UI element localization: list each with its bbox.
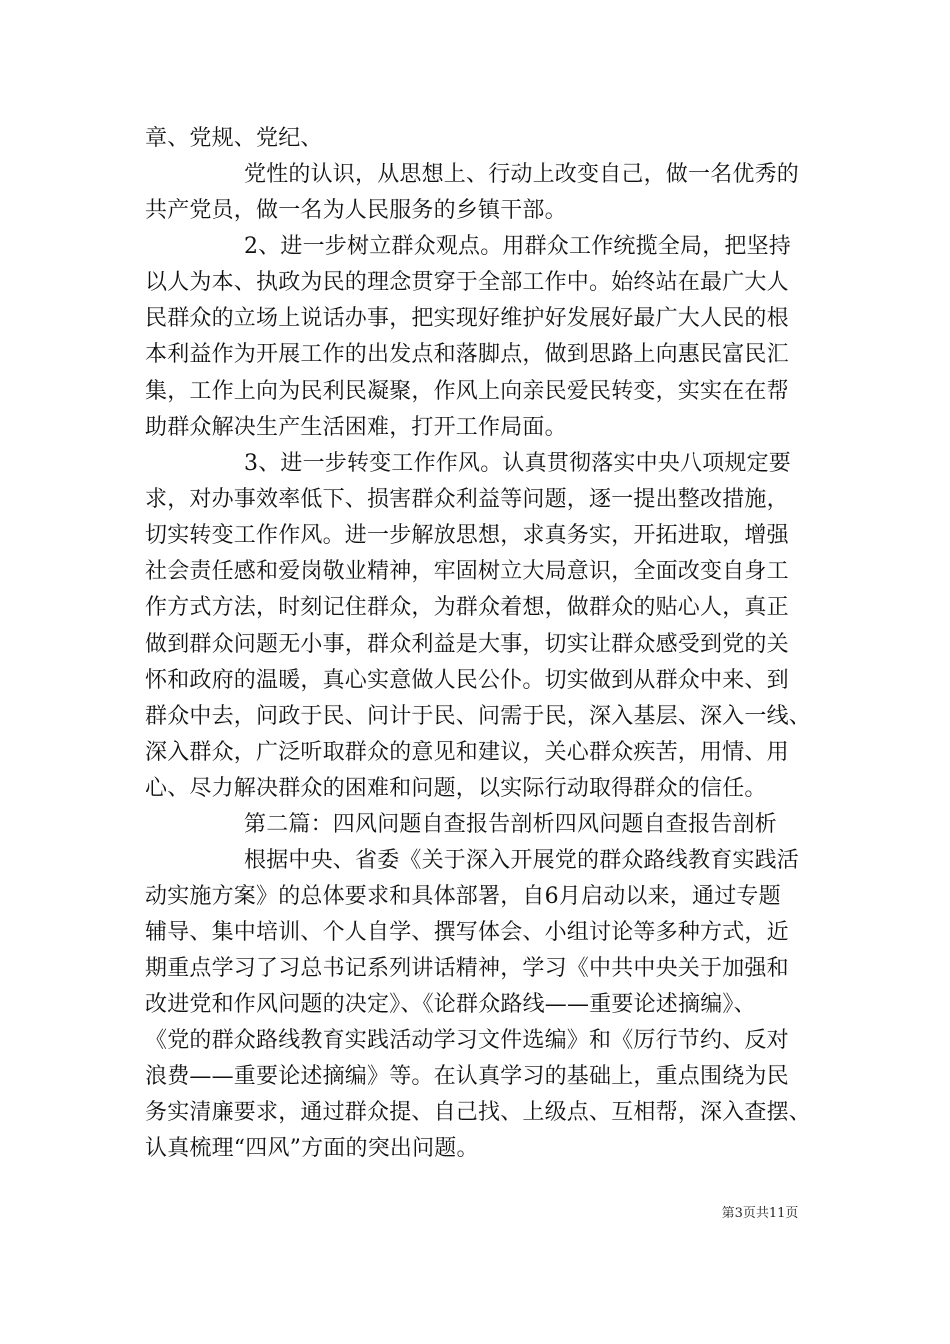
text-line: 心、尽力解决群众的困难和问题，以实际行动取得群众的信任。 [145,776,767,801]
text-line: 根据中央、省委《关于深入开展党的群众路线教育实践活 [244,848,800,873]
text-line: 改进党和作风问题的决定》、《论群众路线——重要论述摘编》、 [145,992,756,1017]
text-line: 2、进一步树立群众观点。用群众工作统揽全局，把坚持 [244,234,791,259]
page-number: 第3页共11页 [721,1206,799,1221]
text-line: 《党的群众路线教育实践活动学习文件选编》和《厉行节约、反对 [145,1028,789,1053]
text-line: 浪费——重要论述摘编》等。在认真学习的基础上，重点围绕为民 [145,1064,789,1089]
text-line: 动实施方案》的总体要求和具体部署，自6月启动以来，通过专题 [145,884,781,909]
text-line: 党性的认识，从思想上、行动上改变自己，做一名优秀的 [244,162,800,187]
text-line: 以人为本、执政为民的理念贯穿于全部工作中。始终站在最广大人 [145,270,789,295]
text-line: 章、党规、党纪、 [145,126,323,151]
text-line: 务实清廉要求，通过群众提、自己找、上级点、互相帮，深入查摆、 [145,1100,812,1125]
text-line: 助群众解决生产生活困难，打开工作局面。 [145,415,567,440]
text-line: 辅导、集中培训、个人自学、撰写体会、小组讨论等多种方式，近 [145,920,789,945]
text-line: 民群众的立场上说话办事，把实现好维护好发展好最广大人民的根 [145,306,789,331]
text-line: 求，对办事效率低下、损害群众利益等问题，逐一提出整改措施， [145,487,789,512]
text-line: 本利益作为开展工作的出发点和落脚点，做到思路上向惠民富民汇 [145,342,789,367]
text-line: 群众中去，问政于民、问计于民、问需于民，深入基层、深入一线、 [145,704,812,729]
section-heading: 第二篇：四风问题自查报告剖析四风问题自查报告剖析 [244,812,777,837]
text-line: 作方式方法，时刻记住群众，为群众着想，做群众的贴心人，真正 [145,595,789,620]
text-line: 深入群众，广泛听取群众的意见和建议，关心群众疾苦，用情、用 [145,740,789,765]
text-line: 3、进一步转变工作作风。认真贯彻落实中央八项规定要 [244,451,791,476]
text-line: 做到群众问题无小事，群众利益是大事，切实让群众感受到党的关 [145,632,789,657]
text-line: 共产党员，做一名为人民服务的乡镇干部。 [145,198,567,223]
text-line: 怀和政府的温暖，真心实意做人民公仆。切实做到从群众中来、到 [145,668,789,693]
text-line: 切实转变工作作风。进一步解放思想，求真务实，开拓进取，增强 [145,523,789,548]
text-line: 集，工作上向为民利民凝聚，作风上向亲民爱民转变，实实在在帮 [145,379,789,404]
text-line: 认真梳理“四风”方面的突出问题。 [145,1136,479,1161]
text-line: 社会责任感和爱岗敬业精神，牢固树立大局意识，全面改变自身工 [145,559,789,584]
text-line: 期重点学习了习总书记系列讲话精神，学习《中共中央关于加强和 [145,956,789,981]
